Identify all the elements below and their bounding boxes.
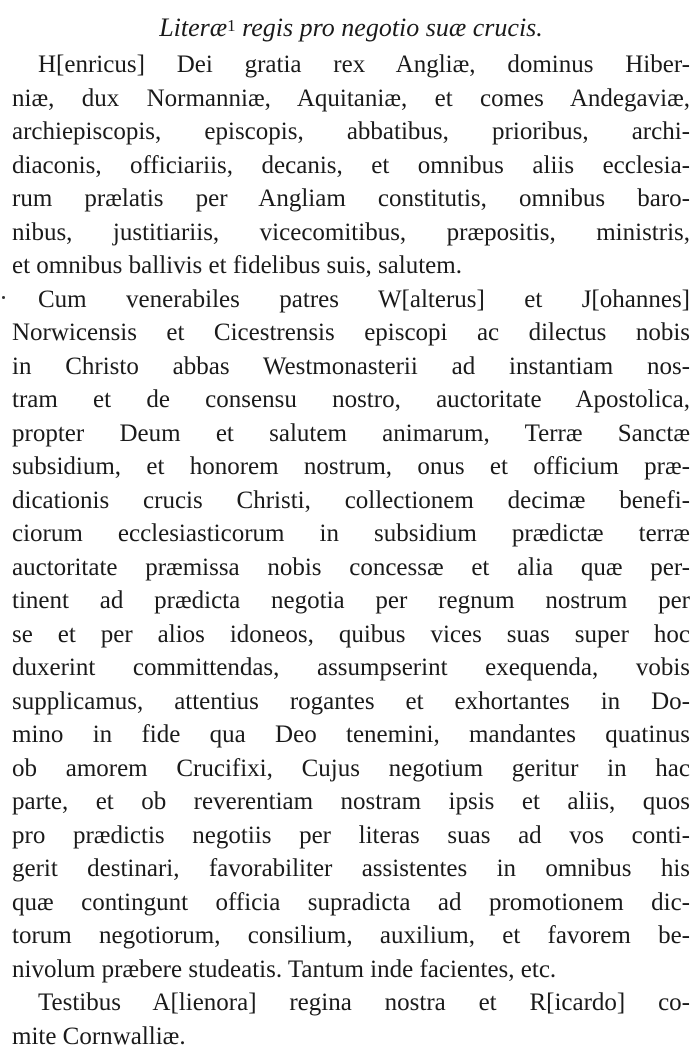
- text-line: rum prælatis per Angliam constitutis, omnibus baro-: [12, 185, 690, 212]
- text-line: pro prædictis negotiis per literas suas ad vos conti-: [12, 821, 690, 849]
- text-line: duxerint committendas, assumpserint exequenda, vobis: [12, 654, 690, 681]
- text-line: Norwicensis et Cicestrensis episcopi ac dilectus nobis: [12, 319, 690, 346]
- text-line: supplicamus, attentius rogantes et exhortantes in Do-: [12, 687, 690, 715]
- witness-paragraph: [12, 986, 690, 1053]
- document-page: [12, 8, 690, 1053]
- text-line: quæ contingunt officia supradicta ad promotionem dic-: [12, 888, 690, 916]
- footnote-marker: 1: [227, 16, 236, 35]
- margin-mark: [2, 296, 5, 299]
- text-line: dicationis crucis Christi, collectionem decimæ benefi-: [12, 486, 690, 514]
- text-line: subsidium, et honorem nostrum, onus et officium præ-: [12, 453, 690, 480]
- text-line: niæ, dux Normanniæ, Aquitaniæ, et comes Andegaviæ,: [12, 84, 690, 112]
- text-line: nibus, justitiariis, vicecomitibus, præpositis, ministris,: [12, 218, 690, 246]
- text-line: archiepiscopis, episcopis, abbatibus, prioribus, archi-: [12, 118, 690, 145]
- text-line: H[enricus] Dei gratia rex Angliæ, dominus Hiber-: [38, 51, 690, 78]
- text-line: gerit destinari, favorabiliter assistentes in omnibus his: [12, 855, 690, 882]
- text-line: Testibus A[lienora] regina nostra et R[icardo] co-: [38, 989, 690, 1016]
- title-text-rest: regis pro negotio suæ crucis.: [235, 13, 543, 42]
- text-line: in Christo abbas Westmonasterii ad instantiam nos-: [12, 352, 690, 380]
- text-line: tinent ad prædicta negotia per regnum nostrum per: [12, 587, 690, 614]
- body-paragraph: [12, 283, 690, 987]
- text-line: nivolum præbere studeatis. Tantum inde facientes, etc.: [12, 955, 557, 983]
- text-line: ciorum ecclesiasticorum in subsidium prædictæ terræ: [12, 520, 690, 547]
- title-text: Literæ: [159, 13, 228, 42]
- text-line: et omnibus ballivis et fidelibus suis, salutem.: [12, 252, 462, 279]
- text-line: torum negotiorum, consilium, auxilium, et favorem be-: [12, 922, 690, 949]
- text-line: se et per alios idoneos, quibus vices suas super hoc: [12, 620, 690, 648]
- text-line: ob amorem Crucifixi, Cujus negotium geritur in hac: [12, 754, 690, 782]
- text-line: propter Deum et salutem animarum, Terræ Sanctæ: [12, 419, 690, 447]
- text-line: mite Cornwalliæ.: [12, 1022, 186, 1050]
- text-line: Cum venerabiles patres W[alterus] et J[ohannes]: [38, 285, 690, 313]
- page-title: [12, 8, 690, 48]
- text-line: parte, et ob reverentiam nostram ipsis et aliis, quos: [12, 788, 690, 815]
- text-line: auctoritate præmissa nobis concessæ et alia quæ per-: [12, 553, 690, 581]
- text-line: tram et de consensu nostro, auctoritate Apostolica,: [12, 386, 690, 413]
- text-line: diaconis, officiariis, decanis, et omnibus aliis ecclesia-: [12, 151, 690, 179]
- salutation-paragraph: [12, 48, 690, 283]
- text-line: mino in fide qua Deo tenemini, mandantes quatinus: [12, 721, 690, 748]
